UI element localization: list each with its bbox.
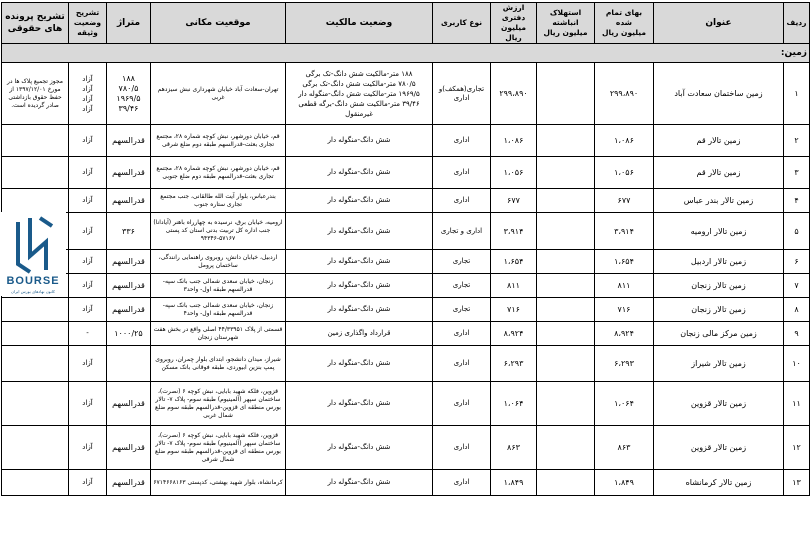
header-cost: بهای تمام شده میلیون ریال (595, 3, 654, 44)
cell-depreciation (537, 250, 595, 274)
cell-usage: تجاری (433, 298, 491, 322)
header-book-value: ارزش دفتری میلیون ریال (491, 3, 537, 44)
cell-ownership: شش دانگ-منگوله دار (286, 189, 433, 213)
cell-area: قدرالسهم (107, 157, 151, 189)
table-row (2, 63, 810, 125)
cell-usage: اداری و تجاری (433, 213, 491, 250)
cell-usage: تجاری(همکف)و اداری (433, 63, 491, 125)
cell-area: قدرالسهم (107, 382, 151, 426)
cell-title: زمین تالار قزوین (654, 426, 784, 470)
cell-mortgage: آزاد (69, 470, 107, 496)
cell-title: زمین تالار شیراز (654, 346, 784, 382)
cell-usage: تجاری (433, 274, 491, 298)
cell-area: قدرالسهم (107, 274, 151, 298)
cell-row-no: ۳ (784, 157, 810, 189)
cell-book-value: ۸۱۱ (491, 274, 537, 298)
assets-table (1, 2, 810, 496)
cell-depreciation (537, 322, 595, 346)
cell-ownership: شش دانگ-منگوله دار (286, 250, 433, 274)
cell-row-no: ۴ (784, 189, 810, 213)
cell-usage: اداری (433, 322, 491, 346)
cell-location: قم، خیابان دورشهر، نبش کوچه شماره ۲۸، مجتمع تجاری بعثت-قدرالسهم طبقه دوم ضلع شرقی (151, 125, 286, 157)
ownership-line: ۳۹/۴۶ متر-مالکیت شش دانگ-برگه قطعی غیرمنقول (298, 99, 420, 118)
cell-row-no: ۸ (784, 298, 810, 322)
cell-legal (2, 322, 69, 346)
cell-legal (2, 426, 69, 470)
cell-location: قزوین، فلکه شهید بابایی، نبش کوچه ۶ (نصرت)، ساختمان سپهر (آلمینیوم) طبقه سوم- پلاک ۷- تالار بورس منطقه ای قزوین-قدرالسهم طبقه سوم ضلع شمال شرقی (151, 426, 286, 470)
cell-mortgage: آزاد (69, 274, 107, 298)
cell-cost: ۲۹۹،۸۹۰ (595, 63, 654, 125)
cell-depreciation (537, 426, 595, 470)
logo-subtitle: کانون نهادهای بورس ایران (11, 289, 55, 294)
cell-book-value: ۳،۹۱۴ (491, 213, 537, 250)
cell-row-no: ۷ (784, 274, 810, 298)
cell-ownership: شش دانگ-منگوله دار (286, 157, 433, 189)
cell-cost: ۱،۰۸۶ (595, 125, 654, 157)
ownership-line: ۱۸۸ متر-مالکیت شش دانگ-تک برگی (305, 69, 413, 78)
cell-area: قدرالسهم (107, 189, 151, 213)
area-line: ۱۹۶۹/۵ (116, 93, 141, 103)
cell-location: شیراز، میدان دانشجو، ابتدای بلوار چمران، روبروی پمپ بنزین ابیوردی، طبقه فوقانی بانک مسکن (151, 346, 286, 382)
cell-mortgage: آزاد (69, 426, 107, 470)
cell-legal (2, 470, 69, 496)
cell-title: زمین تالار کرمانشاه (654, 470, 784, 496)
header-depreciation: استهلاک انباشته میلیون ریال (537, 3, 595, 44)
cell-row-no: ۹ (784, 322, 810, 346)
mortgage-line: آزاد (82, 104, 93, 113)
cell-mortgage: آزاد (69, 125, 107, 157)
cell-mortgage: آزاد (69, 346, 107, 382)
cell-book-value: ۱،۰۶۴ (491, 382, 537, 426)
header-title: عنوان (654, 3, 784, 44)
section-row (2, 44, 810, 63)
cell-location: قم، خیابان دورشهر، نبش کوچه شماره ۲۸، مجتمع تجاری بعثت-قدرالسهم طبقه دوم ضلع جنوبی (151, 157, 286, 189)
cell-cost: ۱،۸۴۹ (595, 470, 654, 496)
cell-cost: ۶،۲۹۳ (595, 346, 654, 382)
cell-location: اردبیل، خیابان دانش، روبروی راهنمایی رانندگی، ساختمان پرومل (151, 250, 286, 274)
cell-cost: ۱،۶۵۴ (595, 250, 654, 274)
cell-legal: مجوز تجمیع پلاک ها در مورخ ۱۳۹۷/۱۲/۰۱ از حفظ حقوق بازداشتی صادر گردیده است. (2, 63, 69, 125)
cell-depreciation (537, 213, 595, 250)
cell-book-value: ۲۹۹،۸۹۰ (491, 63, 537, 125)
cell-area: ۱۰۰۰/۲۵ (107, 322, 151, 346)
cell-location: ارومیه، خیابان برق، نرسیده به چهارراه باهنر (آیادانا) جنب اداره کل تربیت بدنی استان کد پستی ۵۷۱۶۷-۹۴۳۴۶ (151, 213, 286, 250)
cell-location: زنجان، خیابان سعدی شمالی جنب بانک سپه-قدرالسهم طبقه اول- واحد۴ (151, 298, 286, 322)
header-usage: نوع کاربری (433, 3, 491, 44)
cell-mortgage: آزاد (69, 250, 107, 274)
cell-row-no: ۱ (784, 63, 810, 125)
ownership-line: ۱۹۶۹/۵ متر-مالکیت شش دانگ-منگوله دار (298, 89, 420, 98)
area-line: ۷۸۰/۵ (118, 83, 139, 93)
bourse-logo-icon (0, 212, 66, 296)
area-line: ۳۹/۴۶ (118, 103, 139, 113)
header-location: موقعیت مکانی (151, 3, 286, 44)
cell-title: زمین تالار قزوین (654, 382, 784, 426)
cell-legal (2, 346, 69, 382)
cell-mortgage: آزاد (69, 157, 107, 189)
cell-row-no: ۱۱ (784, 382, 810, 426)
cell-book-value: ۶۷۷ (491, 189, 537, 213)
cell-mortgage: آزاد (69, 382, 107, 426)
cell-area (107, 63, 151, 125)
cell-cost: ۱،۰۵۶ (595, 157, 654, 189)
cell-depreciation (537, 274, 595, 298)
header-legal: تشریح پرونده های حقوقی (2, 3, 69, 44)
header-ownership: وضعیت مالکیت (286, 3, 433, 44)
cell-usage: تجاری (433, 250, 491, 274)
cell-cost: ۷۱۶ (595, 298, 654, 322)
cell-usage: اداری (433, 125, 491, 157)
cell-cost: ۱،۰۶۴ (595, 382, 654, 426)
cell-ownership (286, 63, 433, 125)
mortgage-line: آزاد (82, 84, 93, 93)
cell-mortgage: آزاد (69, 189, 107, 213)
table-row (2, 250, 810, 274)
table-row (2, 382, 810, 426)
cell-ownership: شش دانگ-منگوله دار (286, 298, 433, 322)
cell-row-no: ۱۰ (784, 346, 810, 382)
table-row (2, 346, 810, 382)
cell-usage: اداری (433, 157, 491, 189)
cell-book-value: ۱،۰۵۶ (491, 157, 537, 189)
cell-title: زمین تالار زنجان (654, 274, 784, 298)
cell-book-value: ۸۶۳ (491, 426, 537, 470)
cell-usage: اداری (433, 382, 491, 426)
cell-area: قدرالسهم (107, 426, 151, 470)
cell-title: زمین ساختمان سعادت آباد (654, 63, 784, 125)
cell-book-value: ۱،۶۵۴ (491, 250, 537, 274)
cell-cost: ۶۷۷ (595, 189, 654, 213)
table-row (2, 157, 810, 189)
area-line: ۱۸۸ (122, 73, 135, 83)
cell-legal (2, 189, 69, 213)
table-row (2, 189, 810, 213)
logo-stroke-mid (30, 218, 46, 270)
cell-usage: اداری (433, 346, 491, 382)
table-row (2, 426, 810, 470)
section-title: زمین: (2, 44, 810, 63)
cell-row-no: ۲ (784, 125, 810, 157)
cell-location: قسمتی از پلاک ۴۴/۳۳۹۵۱ اصلی واقع در بخش هفت شهرستان زنجان (151, 322, 286, 346)
cell-title: زمین مرکز مالی زنجان (654, 322, 784, 346)
cell-usage: اداری (433, 470, 491, 496)
mortgage-line: آزاد (82, 74, 93, 83)
cell-title: زمین تالار ارومیه (654, 213, 784, 250)
cell-usage: اداری (433, 189, 491, 213)
cell-ownership: شش دانگ-منگوله دار (286, 274, 433, 298)
cell-depreciation (537, 298, 595, 322)
cell-depreciation (537, 382, 595, 426)
cell-cost: ۸۱۱ (595, 274, 654, 298)
cell-title: زمین تالار بندر عباس (654, 189, 784, 213)
cell-row-no: ۵ (784, 213, 810, 250)
cell-area (107, 346, 151, 382)
cell-book-value: ۱،۸۴۹ (491, 470, 537, 496)
ownership-line: ۷۸۰/۵ متر-مالکیت شش دانگ-تک برگی (302, 79, 416, 88)
cell-row-no: ۶ (784, 250, 810, 274)
cell-location: بندرعباس، بلوار آیت الله طالقانی، جنب مجتمع تجاری ستاره جنوب (151, 189, 286, 213)
logo-stroke-top (40, 218, 52, 226)
table-row (2, 274, 810, 298)
cell-cost: ۳،۹۱۴ (595, 213, 654, 250)
cell-depreciation (537, 63, 595, 125)
header-area: متراژ (107, 3, 151, 44)
cell-depreciation (537, 189, 595, 213)
cell-location: زنجان، خیابان سعدی شمالی جنب بانک سپه-قدرالسهم طبقه اول- واحد۳ (151, 274, 286, 298)
cell-mortgage: - (69, 322, 107, 346)
table-row (2, 298, 810, 322)
cell-title: زمین تالار قم (654, 157, 784, 189)
cell-book-value: ۸،۹۲۴ (491, 322, 537, 346)
header-row-no: ردیف (784, 3, 810, 44)
cell-title: زمین تالار قم (654, 125, 784, 157)
cell-depreciation (537, 157, 595, 189)
cell-area: قدرالسهم (107, 125, 151, 157)
cell-depreciation (537, 346, 595, 382)
table-row (2, 213, 810, 250)
table-row (2, 322, 810, 346)
cell-area: قدرالسهم (107, 250, 151, 274)
cell-area: قدرالسهم (107, 470, 151, 496)
cell-book-value: ۶،۲۹۳ (491, 346, 537, 382)
cell-mortgage: آزاد (69, 298, 107, 322)
cell-ownership: شش دانگ-منگوله دار (286, 382, 433, 426)
cell-ownership: شش دانگ-منگوله دار (286, 470, 433, 496)
cell-usage: اداری (433, 426, 491, 470)
mortgage-line: آزاد (82, 94, 93, 103)
cell-ownership: شش دانگ-منگوله دار (286, 213, 433, 250)
cell-book-value: ۷۱۶ (491, 298, 537, 322)
cell-area: قدرالسهم (107, 298, 151, 322)
header-mortgage: تشریح وضعیت وثیقه (69, 3, 107, 44)
cell-ownership: شش دانگ-منگوله دار (286, 125, 433, 157)
table-row (2, 470, 810, 496)
header-row (2, 3, 810, 44)
bourse-logo (0, 212, 66, 296)
logo-word: BOURSE (6, 275, 60, 287)
cell-title: زمین تالار اردبیل (654, 250, 784, 274)
cell-book-value: ۱،۰۸۶ (491, 125, 537, 157)
cell-row-no: ۱۲ (784, 426, 810, 470)
cell-ownership: قرارداد واگذاری زمین (286, 322, 433, 346)
cell-cost: ۸۶۳ (595, 426, 654, 470)
cell-ownership: شش دانگ-منگوله دار (286, 346, 433, 382)
cell-location: تهران-سعادت آباد خیابان شهرداری نبش سیزدهم غربی (151, 63, 286, 125)
cell-area: ۳۳۶ (107, 213, 151, 250)
cell-legal (2, 125, 69, 157)
cell-title: زمین تالار زنجان (654, 298, 784, 322)
cell-row-no: ۱۳ (784, 470, 810, 496)
rows-body (2, 125, 810, 496)
cell-depreciation (537, 125, 595, 157)
cell-ownership: شش دانگ-منگوله دار (286, 426, 433, 470)
cell-legal (2, 157, 69, 189)
cell-cost: ۸،۹۲۴ (595, 322, 654, 346)
cell-location: قزوین، فلکه شهید بابایی، نبش کوچه ۶ (نصرت)، ساختمان سپهر (آلمینیوم) طبقه سوم- پلاک ۷- تالار بورس منطقه ای قزوین-قدرالسهم طبقه سوم ضلع شمال غربی (151, 382, 286, 426)
cell-legal (2, 298, 69, 322)
table-row (2, 125, 810, 157)
cell-mortgage: آزاد (69, 213, 107, 250)
cell-mortgage (69, 63, 107, 125)
cell-location: کرمانشاه، بلوار شهید بهشتی، کدپستی ۶۷۱۴۶۶۸۱۶۳ (151, 470, 286, 496)
cell-legal (2, 382, 69, 426)
cell-depreciation (537, 470, 595, 496)
